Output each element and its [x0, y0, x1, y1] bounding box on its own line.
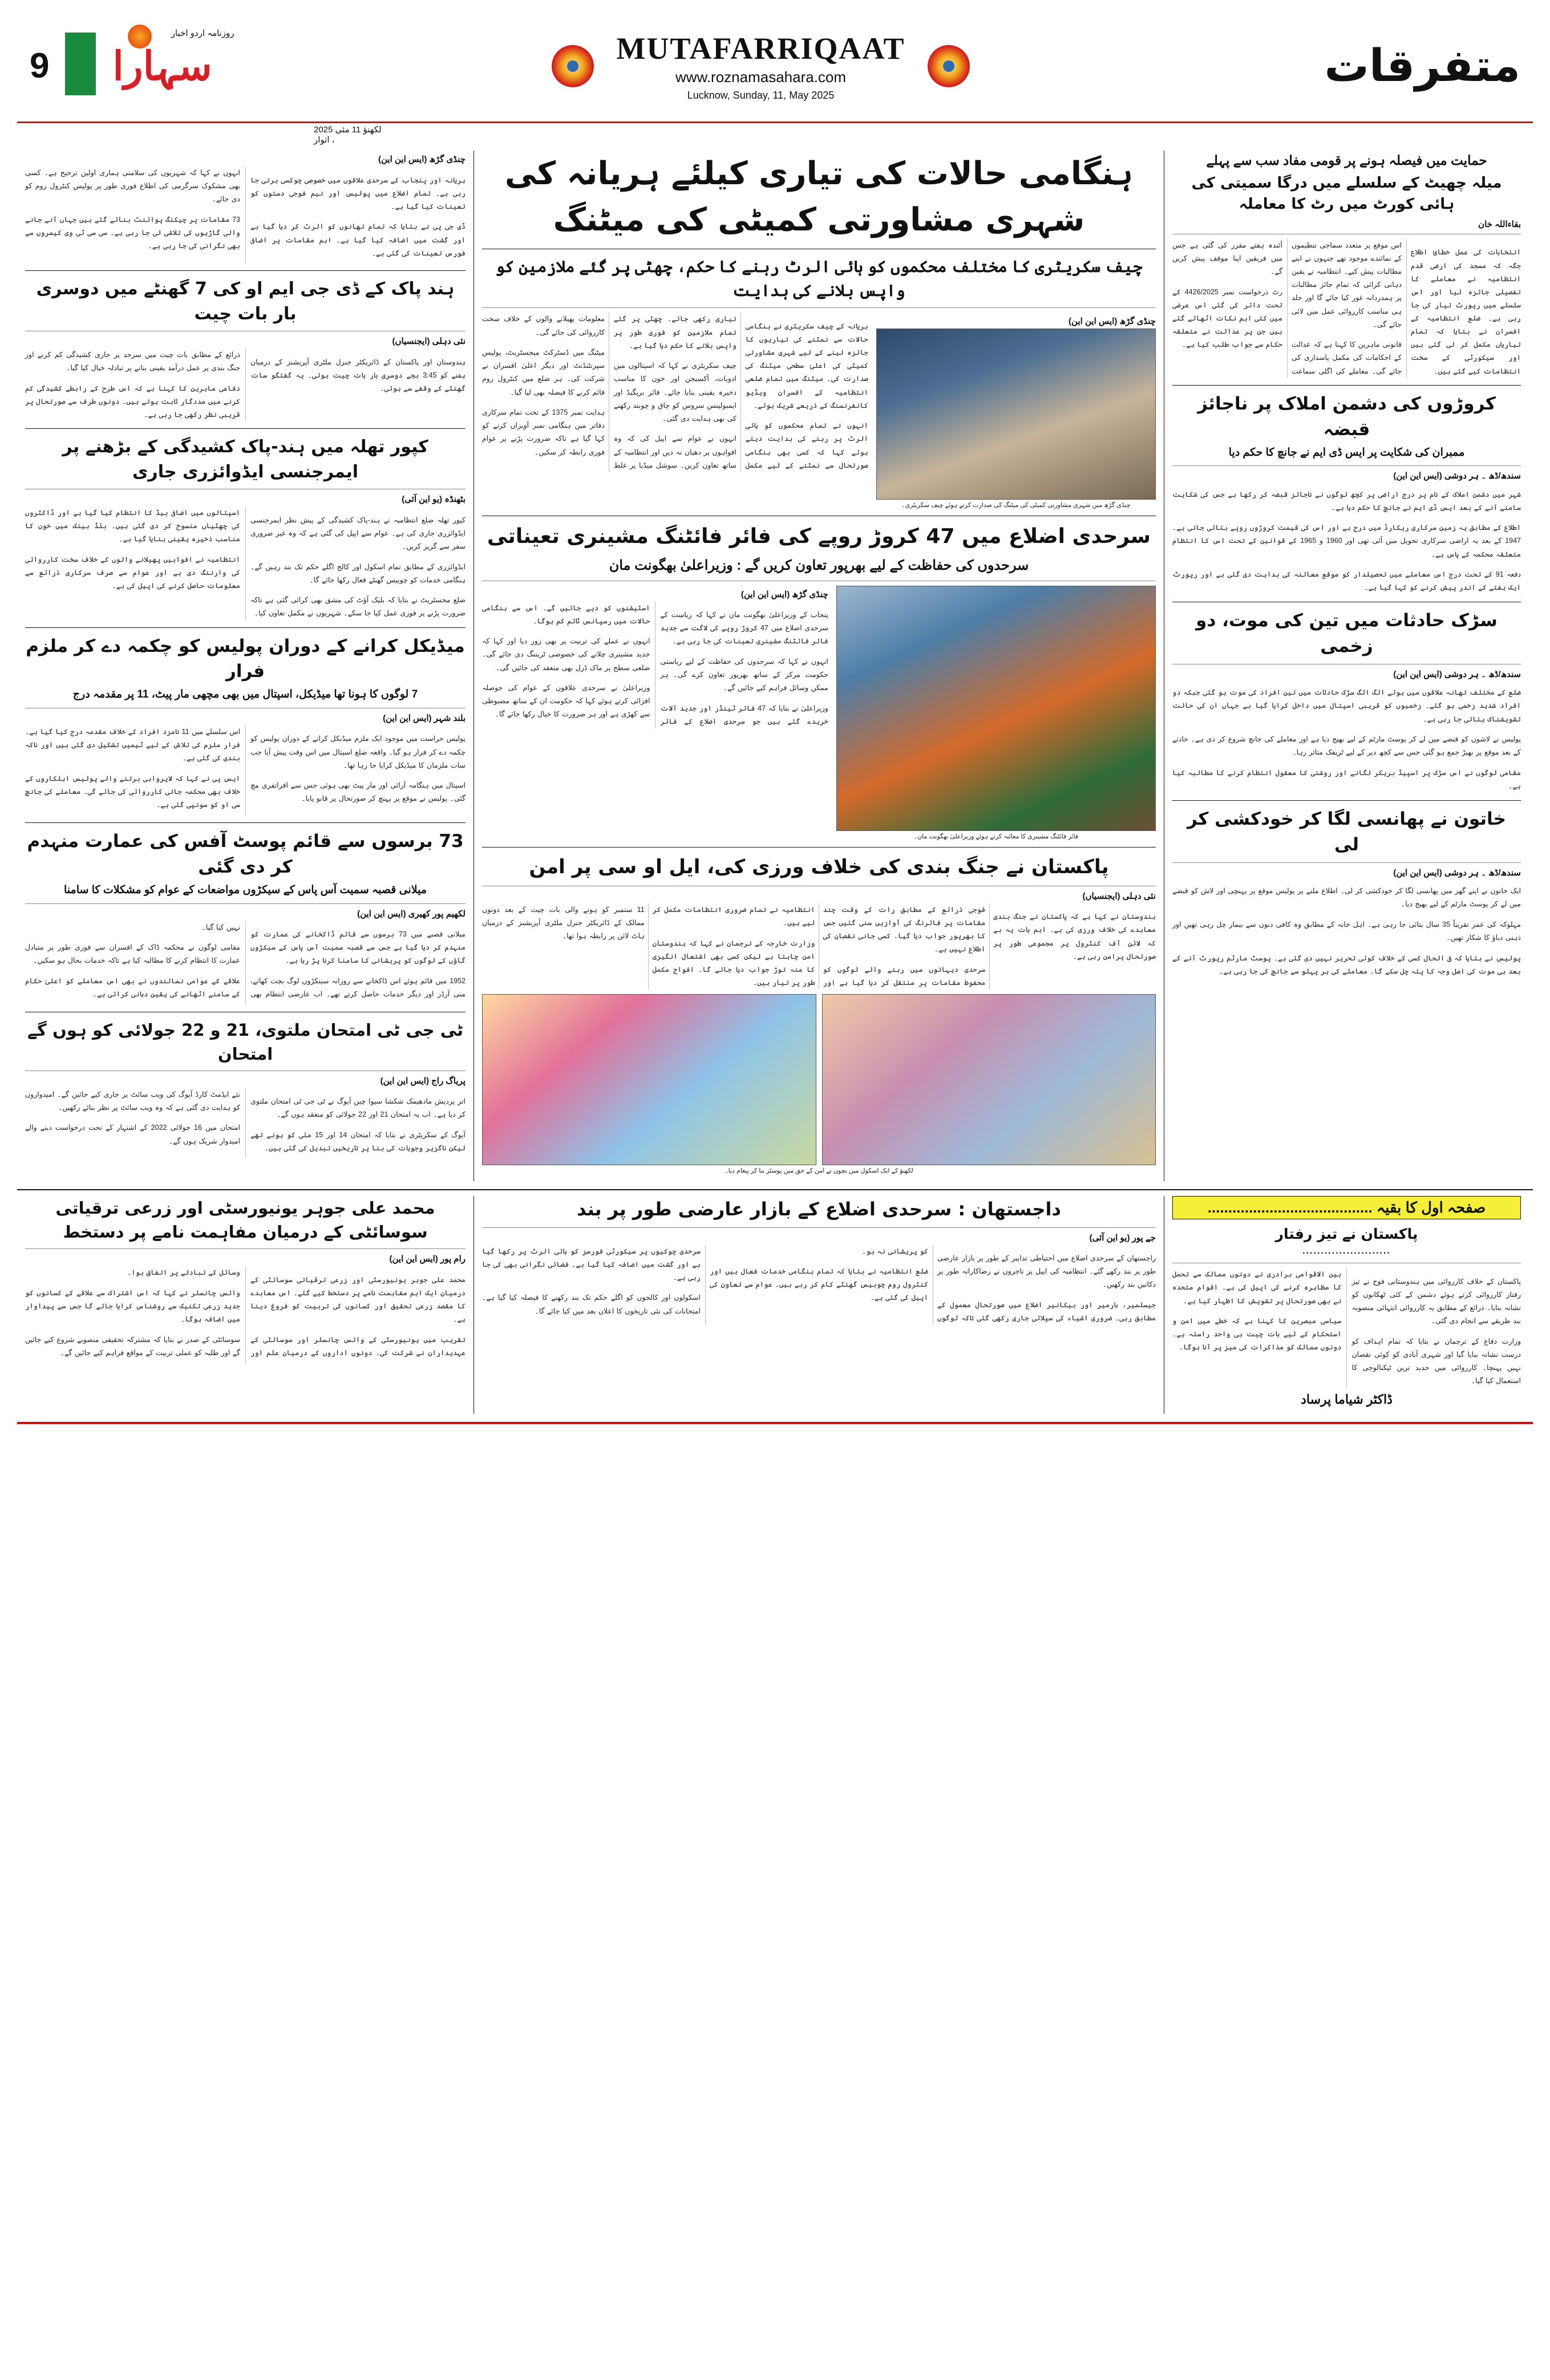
- paragraph: پولیس نے بتایا کہ فی الحال کسی کے خلاف کوئی تحریر نہیں دی گئی ہے۔ پوسٹ مارٹم رپورٹ آنے کے بعد ہی موت کی اصل وجہ کا پتہ چل سکے گا۔ معاملے کی ہر پہلو سے جانچ کی جا رہی ہے۔: [1172, 954, 1521, 975]
- byline: چنڈی گڑھ (ایس این این): [740, 589, 828, 599]
- paragraph: نئے ایڈمٹ کارڈ آیوگ کی ویب سائٹ پر جاری کیے جائیں گے۔ امیدواروں کو ہدایت دی گئی ہے کہ وہ ویب سائٹ پر نظر بنائے رکھیں۔: [25, 1090, 240, 1112]
- paragraph: ہندوستان اور پاکستان کے ڈائریکٹر جنرل ملٹری آپریشنز کے درمیان ہفتے کو 3:45 بجے دوسری بار بات چیت ہوئی۔ یہ گفتگو سات گھنٹے کے وقفے سے ہوئی۔: [250, 358, 466, 392]
- headline: سرحدی اضلاع میں 47 کروڑ روپے کی فائر فائٹنگ مشینری تعیناتی: [487, 525, 1151, 549]
- paragraph: سرحدی دیہاتوں میں رہنے والے لوگوں کو محفوظ مقامات پر منتقل کر دیا گیا ہے اور انتظامیہ نے تمام ضروری انتظامات مکمل کر لیے ہیں۔: [652, 905, 986, 987]
- lead-headline: ہنگامی حالات کی تیاری کیلئے ہریانہ کی شہری مشاورتی کمیٹی کی میٹنگ: [504, 155, 1134, 239]
- subheadline: 7 لوگوں کا ہونا تھا میڈیکل، اسپتال میں بھی مچھی مار پیٹ، 11 پر مقدمہ درج: [72, 688, 418, 701]
- story-kapurthala-advisory: [25, 435, 466, 620]
- masthead-left: [17, 15, 285, 117]
- paragraph: دفاعی ماہرین کا کہنا ہے کہ اس طرح کے رابطے کشیدگی کم کرنے میں مددگار ثابت ہوتے ہیں۔ دونوں طرف سے صورتحال پر قریبی نظر رکھی جا رہی ہے۔: [25, 384, 240, 419]
- paragraph: انتظامیہ نے افواہیں پھیلانے والوں کے خلاف سخت کارروائی کی وارننگ دی ہے اور عوام سے صرف سرکاری ذرائع سے معلومات حاصل کرنے کی اپیل کی ہے۔: [25, 556, 240, 590]
- masthead: [17, 15, 1533, 123]
- paragraph: انہوں نے کہا کہ سرحدوں کی حفاظت کے لیے ریاستی حکومت مرکز کے ساتھ بھرپور تعاون کرے گی۔ ہر ممکن وسائل فراہم کیے جائیں گے۔: [660, 657, 828, 692]
- rosette-left-icon: [552, 45, 594, 87]
- headline: پاکستان نے جنگ بندی کی خلاف ورزی کی، ایل او سی پر امن: [529, 855, 1109, 878]
- paragraph: شہر میں دشمن املاک کے نام پر درج اراضی پر کچھ لوگوں نے ناجائز قبضہ کر رکھا ہے جس کی شکایت سامنے آنے کے بعد ایس ڈی ایم نے جانچ کا حکم دیا ہے۔: [1172, 490, 1521, 512]
- logo-subtitle: روزنامہ اردو اخبار: [171, 28, 234, 38]
- paragraph: علاقے کے عوامی نمائندوں نے بھی اس معاملے کو اعلیٰ حکام کے سامنے اٹھانے کی یقین دہانی کرائی ہے۔: [25, 977, 240, 999]
- bottom-rule: [17, 1422, 1533, 1424]
- bottom-section: [17, 1196, 1533, 1414]
- logo-green-bar: [65, 33, 96, 95]
- headline: سڑک حادثات میں تین کی موت، دو زخمی: [1196, 610, 1498, 656]
- paragraph: وزارت دفاع کے ترجمان نے بتایا کہ تمام اہداف کو درست نشانہ بنایا گیا اور شہری آبادی کو کوئی نقصان نہیں پہنچا۔ کارروائی میں جدید ترین ٹیکنالوجی کا استعمال کیا گیا۔: [1351, 1337, 1521, 1385]
- paragraph: ضلع مجسٹریٹ نے بتایا کہ بلیک آؤٹ کی مشق بھی کرائی گئی ہے تاکہ ضرورت پڑنے پر فوری عمل کیا جا سکے۔ شہریوں نے مکمل تعاون کیا۔: [250, 596, 466, 618]
- paragraph: اس موقع پر متعدد سماجی تنظیموں کے نمائندے موجود تھے جنہوں نے اپنے مطالبات پیش کیے۔ انتظامیہ نے یقین دہانی کرائی کہ تمام جائز مطالبات پر ہمدردانہ غور کیا جائے گا اور جلد ہی مناسب کارروائی عمل میں لائی جائے گی۔: [1292, 241, 1402, 329]
- paragraph: 73 مقامات پر چیکنگ پوائنٹ بنائے گئے ہیں جہاں آنے جانے والی گاڑیوں کی تلاشی لی جا رہی ہے۔ سی سی ٹی وی کیمروں سے بھی نگرانی کی جا رہی ہے۔: [25, 215, 240, 250]
- paragraph: سرحدی چوکیوں پر سیکورٹی فورسز کو ہائی الرٹ پر رکھا گیا ہے اور گشت میں اضافہ کیا گیا ہے۔ فضائی نگرانی بھی کی جا رہی ہے۔: [482, 1247, 701, 1282]
- paragraph: وائس چانسلر نے کہا کہ اس اشتراک سے علاقے کے کسانوں کو جدید زرعی تکنیک سے روشناس کرایا جائے گا جس سے پیداوار میں اضافہ ہوگا۔: [25, 1288, 240, 1324]
- paragraph: تقریب میں یونیورسٹی کے وائس چانسلر اور سوسائٹی کے عہدیداران نے شرکت کی۔ دونوں اداروں کے درمیان علم اور وسائل کے تبادلے پر اتفاق ہوا۔: [127, 1268, 466, 1357]
- byline: جے پور (یو این آئی): [1089, 1232, 1156, 1243]
- paragraph: فوجی ذرائع کے مطابق رات کے وقت چند مقامات پر فائرنگ کی آوازیں سنی گئیں جس کا بھرپور جواب دیا گیا۔ کسی جانی نقصان کی اطلاع نہیں ہے۔: [823, 905, 986, 954]
- masthead-center: [285, 15, 1236, 117]
- paragraph: محمد علی جوہر یونیورسٹی اور زرعی ترقیاتی سوسائٹی کے درمیان ایک اہم مفاہمت نامے پر دستخط کیے گئے۔ اس معاہدے کا مقصد زرعی تحقیق اور کسانوں کی تربیت کو فروغ دینا ہے۔: [250, 1275, 466, 1324]
- paragraph: انتخابات کی عمل خطائ اطلاع جگہ کہ مسجد کی ارضی قدم انتظامیہ نے معاملے کا تفصیلی جائزہ لیا اور اس سلسلے میں رپورٹ تیار کی جا رہی ہے۔ ضلع انتظامیہ کے افسران نے بتایا کہ تمام تیاریاں مکمل کر لی گئی ہیں اور سیکورٹی کے سخت انتظامات کیے گئے ہیں۔: [1411, 248, 1521, 375]
- paragraph: 1952 میں قائم ہوئے اس ڈاکخانے سے روزانہ سینکڑوں لوگ بچت کھاتے، منی آرڈر اور دیگر خدمات حاصل کرتے تھے۔ اب عارضی انتظام بھی نہیں کیا گیا۔: [201, 923, 466, 999]
- byline: بلند شہر (ایس این این): [383, 713, 466, 723]
- story-border-vigilance: [25, 154, 466, 263]
- story-woman-suicide: [1172, 806, 1521, 978]
- paragraph: پنجاب کے وزیراعلیٰ بھگونت مان نے کہا کہ ریاست کے سرحدی اضلاع میں 47 کروڑ روپے کی لاگت سے جدید فائر فائٹنگ مشینری تعینات کی جا رہی ہے۔: [660, 611, 828, 646]
- jump-banner: [1172, 1196, 1521, 1219]
- paragraph: پولیس حراست میں موجود ایک ملزم میڈیکل کرانے کے دوران پولیس کو چکمہ دے کر فرار ہو گیا۔ واقعہ ضلع اسپتال میں اس وقت پیش آیا جب سات ملزمان کا میڈیکل کرایا جا رہا تھا۔: [250, 735, 466, 769]
- page-number: 9: [30, 46, 50, 86]
- story-post-office-demolished: [25, 829, 466, 1004]
- lead-subheadline: چیف سکریٹری کا مختلف محکموں کو ہائی الرٹ رہنے کا حکم، چھٹی پر گئے ملازمین کو واپس بلانے کی ہدایت: [495, 258, 1143, 300]
- story-tgt-exam-postponed: [25, 1018, 466, 1159]
- byline: نئی دہلی (ایجنسیاں): [1082, 891, 1156, 901]
- byline: لکھیم پور کھیری (ایس این این): [357, 909, 466, 919]
- masthead-right: [1236, 15, 1533, 117]
- paragraph: اس سلسلے میں 11 نامزد افراد کے خلاف مقدمہ درج کیا گیا ہے۔ فرار ملزم کی تلاش کے لیے ٹیمیں تشکیل دی گئی ہیں اور ناکہ بندی کی گئی ہے۔: [25, 727, 241, 763]
- story-road-accidents: [1172, 608, 1521, 793]
- headline: کپور تھلہ میں ہند-پاک کشیدگی کے بڑھنے پر ایمرجنسی ایڈوائزری جاری: [62, 437, 428, 482]
- photo-caption: چنڈی گڑھ میں شہری مشاورتی کمیٹی کی میٹنگ کی صدارت کرتے ہوئے چیف سکریٹری۔: [901, 502, 1131, 509]
- paragraph: ایک خاتون نے اپنے گھر میں پھانسی لگا کر خودکشی کر لی۔ اطلاع ملنے پر پولیس موقع پر پہنچی اور لاش کو قبضے میں لے کر پوسٹ مارٹم کے لیے بھیج دیا۔: [1172, 887, 1521, 909]
- byline: سندھ/ڈھ ۔ ہر دوشی (ایس این این): [1393, 669, 1521, 679]
- byline: چنڈی گڑھ (ایس این این): [378, 155, 466, 164]
- paragraph: ضلع انتظامیہ نے بتایا کہ تمام ہنگامی خدمات فعال ہیں اور کنٹرول روم چوبیس گھنٹے کام کر رہے ہیں۔ عوام سے تعاون کی اپیل کی گئی ہے۔: [710, 1267, 928, 1302]
- paragraph: مقامی لوگوں نے اس سڑک پر اسپیڈ بریکر لگانے اور روشنی کا معقول انتظام کرنے کا مطالبہ کیا ہے۔: [1172, 768, 1521, 790]
- paragraph: مقامی لوگوں نے محکمہ ڈاک کے افسران سے فوری طور پر متبادل عمارت کا انتظام کرنے کا مطالبہ کیا ہے تاکہ خدمات بحال ہو سکیں۔: [25, 943, 240, 965]
- headline: محمد علی جوہر یونیورسٹی اور زرعی ترقیاتی سوسائٹی کے درمیان مفاہمت نامے پر دستخط: [55, 1198, 435, 1242]
- photo-caption: فائر فائٹنگ مشینری کا معائنہ کرتے ہوئے وزیراعلیٰ بھگونت مان۔: [913, 833, 1079, 840]
- column-center: [474, 151, 1164, 1181]
- photo-meeting: [876, 329, 1156, 500]
- paragraph: 11 ستمبر کو ہونے والی بات چیت کے بعد دونوں ممالک کے ڈائریکٹر جنرل ملٹری آپریشنز کے درمیان ہاٹ لائن پر رابطہ ہوا تھا۔: [482, 905, 645, 940]
- paragraph: پولیس نے لاشوں کو قبضے میں لے کر پوسٹ مارٹم کے لیے بھیج دیا ہے اور معاملے کی جانچ شروع کر دی ہے۔ حادثے کے بعد موقع پر بھیڑ جمع ہو گئی جس سے کچھ دیر کے لیے ٹریفک متاثر رہا۔: [1172, 735, 1521, 757]
- photo-school-peace-1: [482, 994, 816, 1165]
- paragraph: کپور تھلہ ضلع انتظامیہ نے ہند-پاک کشیدگی کے پیش نظر ایمرجنسی ایڈوائزری جاری کی ہے۔ عوام سے اپیل کی گئی ہے کہ وہ غیر ضروری سفر سے گریز کریں۔: [250, 516, 466, 550]
- headline: خاتون نے پھانسی لگا کر خودکشی کر لی: [1187, 808, 1506, 855]
- paragraph: پاکستان کے خلاف کارروائی میں ہندوستانی فوج نے تیز رفتار کارروائی کرتے ہوئے دشمن کے کئی ٹھکانوں کو نشانہ بنایا۔ ذرائع کے مطابق یہ کارروائی انتہائی منصوبہ بند طریقے سے انجام دی گئی۔: [1351, 1277, 1521, 1325]
- photo-caption: لکھنؤ کے ایک اسکول میں بچوں نے امن کے حق میں پوسٹر بنا کر پیغام دیا۔: [725, 1167, 913, 1175]
- story-pakistan-jump: [1172, 1224, 1521, 1407]
- main-content: [17, 151, 1533, 1181]
- paragraph: مہلوکہ کی عمر تقریباً 35 سال بتائی جا رہی ہے۔ اہل خانہ کے مطابق وہ کافی دنوں سے بیمار چل رہی تھیں اور ذہنی دباؤ کا شکار تھیں۔: [1172, 920, 1521, 942]
- paragraph: وزیراعلیٰ نے سرحدی علاقوں کے عوام کی حوصلہ افزائی کرتے ہوئے کہا کہ حکومت ان کے ساتھ مضبوطی سے کھڑی ہے اور ہر ضرورت کا خیال رکھا جائے گا۔: [482, 684, 650, 719]
- paragraph: راجستھان کے سرحدی اضلاع میں احتیاطی تدابیر کے طور پر بازار عارضی طور پر بند رکھے گئے۔ انتظامیہ کی اپیل پر تاجروں نے رضاکارانہ طور پر دکانیں بند رکھیں۔: [937, 1254, 1156, 1289]
- bottom-column-left: [1164, 1196, 1529, 1414]
- subheadline: ممبران کی شکایت پر ایس ڈی ایم نے جانچ کا حکم دیا: [1228, 446, 1465, 459]
- kicker: حمایت میں فیصلہ ہونے پر قومی مفاد سب سے پہلے: [1206, 153, 1487, 168]
- headline: داجستھان : سرحدی اضلاع کے بازار عارضی طور پر بند: [577, 1198, 1061, 1221]
- headline: 73 برسوں سے قائم پوسٹ آفس کی عمارت منہدم کر دی گئی: [27, 831, 464, 878]
- paragraph: میلانی قصبے میں 73 برسوں سے قائم ڈاکخانے کی عمارت کو منہدم کر دیا گیا ہے جس سے قصبہ سمیت آس پاس کے سیکڑوں گاؤں کے لوگوں کو پریشانی کا سامنا کرنا پڑ رہا ہے۔: [250, 930, 466, 965]
- story-ceasefire-violation: [482, 853, 1156, 1175]
- headline: میلہ چھیٹ کے سلسلے میں درگا سمیتی کی ہائی کورٹ میں رٹ کا معاملہ: [1191, 174, 1502, 213]
- paragraph: جیسلمیر، بارمیر اور بیکانیر اضلاع میں صورتحال معمول کے مطابق رہی۔ ضروری اشیاء کی سپلائی جاری رکھی گئی تاکہ لوگوں کو پریشانی نہ ہو۔: [862, 1247, 1156, 1322]
- masthead-title-block: [617, 31, 905, 102]
- story-durga-samiti-writ: [1172, 151, 1521, 378]
- byline: بقاءاللہ خان: [1478, 219, 1521, 229]
- logo-wordmark: سہارا: [112, 43, 212, 88]
- story-haryana-meeting: [482, 151, 1156, 509]
- paragraph: انہوں نے عملے کی تربیت پر بھی زور دیا اور کہا کہ جدید مشینری چلانے کی خصوصی ٹریننگ دی جائے گی۔ ضلعی سطح پر ماک ڈرل بھی منعقد کی جائیں گی۔: [482, 637, 650, 672]
- byline: سندھ/ڈھ ۔ ہر دوشی (ایس این این): [1393, 867, 1521, 878]
- paragraph: قانونی ماہرین کا کہنا ہے کہ عدالت کے احکامات کی مکمل پاسداری کی جائے گی۔ معاملے کی اگلی سماعت آئندہ ہفتے مقرر کی گئی ہے جس میں فریقین اپنا موقف پیش کریں گے۔: [1172, 241, 1402, 375]
- paragraph: ڈی جی پی نے بتایا کہ تمام تھانوں کو الرٹ کر دیا گیا ہے اور گشت میں اضافہ کیا گیا ہے۔ اہم مقامات پر اضافی فورس تعینات کی گئی ہے۔: [250, 222, 466, 257]
- photo-fire-machinery: [836, 586, 1156, 831]
- paragraph: امتحان میں 16 جولائی 2022 کے اشتہار کے تحت درخواست دینے والے امیدوار شریک ہوں گے۔: [25, 1124, 240, 1145]
- paragraph: چیف سکریٹری نے کہا کہ اسپتالوں میں ادویات، آکسیجن اور خون کا مناسب ذخیرہ یقینی بنایا جائے۔ فائر بریگیڈ اور ایمبولینس سروس کو چاق و چوبند رکھنے کی بھی ہدایت دی گئی۔: [613, 362, 736, 423]
- paragraph: ضلع کے مختلف تھانہ علاقوں میں ہوئے الگ الگ سڑک حادثات میں تین افراد کی موت ہو گئی جبکہ دو افراد شدید زخمی ہو گئے۔ زخمیوں کو قریبی اسپتال میں داخل کرایا گیا ہے جہاں ان کی حالت تشویشناک بتائی جا رہی ہے۔: [1172, 688, 1521, 723]
- headline: ٹی جی ٹی امتحان ملتوی، 21 و 22 جولائی کو ہوں گے امتحان: [27, 1020, 463, 1064]
- bottom-column-right: [17, 1196, 474, 1414]
- jump-banner-dots: ........................................: [1207, 1199, 1373, 1217]
- paragraph: سیاسی مبصرین کا کہنا ہے کہ خطے میں امن و استحکام کے لیے بات چیت ہی واحد راستہ ہے۔ دونوں ممالک کو مذاکرات کی میز پر آنا ہوگا۔: [1172, 1317, 1342, 1352]
- paragraph: اطلاع کے مطابق یہ زمین سرکاری ریکارڈ میں درج ہے اور اس کی قیمت کروڑوں روپے بتائی جاتی ہے۔ 1947 کے بعد یہ اراضی سرکاری تحویل میں آئی تھی اور 1960 و 1965 کے قوانین کے تحت اس کا انتظام متعلقہ محکمہ کے پاس ہے۔: [1172, 524, 1521, 558]
- headline: میڈیکل کرانے کے دوران پولیس کو چکمہ دے کر ملزم فرار: [26, 635, 465, 682]
- paragraph: اسپتال میں ہنگامہ آرائی اور مار پیٹ بھی ہوئی جس سے افراتفری مچ گئی۔ پولیس نے موقع پر پہنچ کر صورتحال پر قابو پایا۔: [250, 781, 466, 803]
- jump-banner-text: صفحہ اول کا بقیہ: [1376, 1199, 1486, 1217]
- story-accused-escape: [25, 634, 466, 816]
- paragraph: ایس پی نے کہا کہ لاپرواہی برتنے والے پولیس اہلکاروں کے خلاف بھی محکمہ جاتی کارروائی کی جائے گی۔ معاملے کی جانچ سی او کو سونپی گئی ہے۔: [25, 774, 240, 809]
- newspaper-logo: [65, 23, 236, 109]
- column-left: [1164, 151, 1529, 1181]
- paragraph: ذرائع کے مطابق بات چیت میں سرحد پر جاری کشیدگی کم کرنے اور جنگ بندی پر عمل درآمد یقینی بنانے پر تبادلہ خیال کیا گیا۔: [25, 351, 240, 372]
- story-enemy-property: [1172, 391, 1521, 595]
- paragraph: اتر پردیش مادھیمک شکشا سیوا چین آیوگ نے ٹی جی ٹی امتحان ملتوی کر دیا ہے۔ اب یہ امتحان 21 اور 22 جولائی کو منعقد ہوں گے۔: [250, 1097, 466, 1119]
- photo-school-peace-2: [822, 994, 1156, 1165]
- headline: ہند پاک کے ڈی جی ایم او کی 7 گھنٹے میں دوسری بار بات چیت: [36, 279, 455, 324]
- dateline-en: Lucknow, Sunday, 11, May 2025: [687, 89, 835, 101]
- story-dgmo-talks: [25, 277, 466, 421]
- paragraph: اسپتالوں میں اضافی بیڈ کا انتظام کیا گیا ہے اور ڈاکٹروں کی چھٹیاں منسوخ کر دی گئی ہیں۔ بلڈ بینک میں خون کا مناسب ذخیرہ یقینی بنایا گیا ہے۔: [25, 509, 240, 544]
- paragraph: آیوگ کے سکریٹری نے بتایا کہ امتحان 14 اور 15 مئی کو ہونے تھے لیکن ناگزیر وجوہات کی بنا پر تاریخیں تبدیل کی گئی ہیں۔: [250, 1130, 466, 1153]
- paragraph: دفعہ 91 کے تحت درج اس معاملے میں تحصیلدار کو موقع معائنہ کی ہدایت دی گئی ہے اور رپورٹ ایک ہفتے کے اندر پیش کرنے کو کہا گیا ہے۔: [1172, 570, 1521, 592]
- story-university-mou: [25, 1196, 466, 1363]
- paragraph: ہریانہ کے چیف سکریٹری نے ہنگامی حالات سے نمٹنے کی تیاریوں کا جائزہ لینے کے لیے شہری مشاورتی کمیٹی کی اعلیٰ سطحی میٹنگ کی صدارت کی۔ میٹنگ میں تمام ضلعی انتظامیہ کے افسران ویڈیو کانفرنسنگ کے ذریعے شریک ہوئے۔: [745, 322, 868, 409]
- website-url[interactable]: www.roznamasahara.com: [675, 68, 847, 86]
- byline: چنڈی گڑھ (ایس این این): [1069, 317, 1156, 327]
- byline: نئی دہلی (ایجنسیاں): [392, 336, 466, 346]
- signature: ڈاکٹر شیاما پرساد: [1301, 1392, 1393, 1407]
- paragraph: میٹنگ میں ڈسٹرکٹ میجسٹریٹ، پولیس سپرنٹنڈنٹ اور دیگر اعلیٰ افسران نے شرکت کی۔ ہر ضلع میں کنٹرول روم قائم کرنے کا فیصلہ بھی لیا گیا۔: [482, 348, 605, 396]
- paragraph: ایڈوائزری کے مطابق تمام اسکول اور کالج اگلے حکم تک بند رہیں گے۔ ہنگامی خدمات کو چوبیس گھنٹے فعال رکھا جائے گا۔: [250, 562, 466, 584]
- rosette-right-icon: [928, 45, 970, 87]
- subheadline: سرحدوں کی حفاظت کے لیے بھرپور تعاون کریں گے : وزیراعلیٰ بھگونت مان: [609, 557, 1029, 573]
- paragraph: انہوں نے کہا کہ شہریوں کی سلامتی ہماری اولین ترجیح ہے۔ کسی بھی مشکوک سرگرمی کی اطلاع فوری طور پر پولیس کنٹرول روم کو دی جائے۔: [25, 169, 240, 204]
- byline: پریاگ راج (ایس این این): [380, 1076, 466, 1086]
- byline: بٹھنڈہ (یو این آئی): [402, 494, 466, 505]
- paragraph: سوسائٹی کے صدر نے بتایا کہ مشترکہ تحقیقی منصوبے شروع کیے جائیں گے اور طلبہ کو عملی تربیت کے مواقع فراہم کیے جائیں گے۔: [25, 1335, 240, 1357]
- paragraph: انہوں نے تمام محکموں کو ہائی الرٹ پر رہنے کی ہدایت دیتے ہوئے کہا کہ کسی بھی ہنگامی صورتحال سے نمٹنے کے لیے مکمل تیاری رکھی جائے۔ چھٹی پر گئے تمام ملازمین کو فوری طور پر واپس بلانے کا حکم دیا گیا ہے۔: [613, 315, 868, 469]
- jump-dots: ........................: [1302, 1246, 1391, 1256]
- section-title-ur: متفرقات: [1324, 40, 1520, 92]
- paragraph: اسکولوں اور کالجوں کو اگلے حکم تک بند رکھنے کا فیصلہ کیا گیا ہے۔ امتحانات کی نئی تاریخوں کا اعلان بعد میں کیا جائے گا۔: [482, 1294, 701, 1315]
- story-fire-machinery: [482, 522, 1156, 840]
- paragraph: وزیراعلیٰ نے بتایا کہ 47 فائر ٹینڈر اور جدید آلات خریدے گئے ہیں جو سرحدی اضلاع کے فائر اسٹیشنوں کو دیے جائیں گے۔ اس سے ہنگامی حالات میں رسپانس ٹائم کم ہوگا۔: [482, 603, 828, 725]
- column-right: [17, 151, 474, 1181]
- byline: سندھ/ڈھ ۔ ہر دوشی (ایس این این): [1393, 471, 1521, 481]
- headline: کروڑوں کی دشمن املاک پر ناجائز قبضہ: [1197, 393, 1496, 440]
- subheadline: میلانی قصبہ سمیت آس پاس کے سیکڑوں مواضعات کے عوام کو مشکلات کا سامنا: [64, 884, 427, 897]
- section-title-en: MUTAFARRIQAAT: [616, 31, 905, 66]
- paragraph: ہندوستان نے کہا ہے کہ پاکستان نے جنگ بندی معاہدے کی خلاف ورزی کی ہے۔ اہم بات یہ ہے کہ لائن آف کنٹرول پر مجموعی طور پر صورتحال پرامن رہی ہے۔: [993, 913, 1156, 960]
- dateline-ur: لکھنؤ 11 مئی 2025 ، اتوار: [314, 125, 382, 145]
- headline: پاکستان نے تیز رفتار: [1275, 1226, 1418, 1243]
- paragraph: بین الاقوامی برادری نے دونوں ممالک سے تحمل کا مظاہرہ کرنے کی اپیل کی ہے۔ اقوام متحدہ نے بھی صورتحال پر تشویش کا اظہار کیا ہے۔: [1172, 1270, 1342, 1305]
- paragraph: ہریانہ اور پنجاب کے سرحدی علاقوں میں خصوصی چوکسی برتی جا رہی ہے۔ تمام اضلاع میں پولیس اور نیم فوجی دستوں کو تعینات کیا گیا ہے۔: [250, 176, 466, 210]
- story-rajasthan-markets: [482, 1196, 1156, 1325]
- paragraph: ہدایت نمبر 1375 کے تحت تمام سرکاری دفاتر میں ہنگامی نمبر آویزاں کرنے کو کہا گیا ہے تاکہ ضرورت پڑنے پر عوام فوری رابطہ کر سکیں۔: [482, 408, 605, 456]
- paragraph: وزارت خارجہ کے ترجمان نے کہا کہ ہندوستان امن چاہتا ہے لیکن کسی بھی اشتعال انگیزی کا منہ توڑ جواب دیا جائے گا۔ افواج مکمل طور پر تیار ہیں۔: [652, 939, 815, 987]
- byline: رام پور (ایس این این): [389, 1254, 466, 1264]
- bottom-column-center: [474, 1196, 1164, 1414]
- paragraph: رٹ درخواست نمبر 4426/2025 کے تحت دائر کی گئی اس عرضی میں کئی اہم نکات اٹھائے گئے ہیں جن پر عدالت نے متعلقہ حکام سے جواب طلب کیا ہے۔: [1172, 287, 1282, 349]
- paragraph: انہوں نے عوام سے اپیل کی کہ وہ افواہوں پر دھیان نہ دیں اور انتظامیہ کے ساتھ تعاون کریں۔ سوشل میڈیا پر غلط معلومات پھیلانے والوں کے خلاف سخت کارروائی کی جائے گی۔: [482, 315, 736, 469]
